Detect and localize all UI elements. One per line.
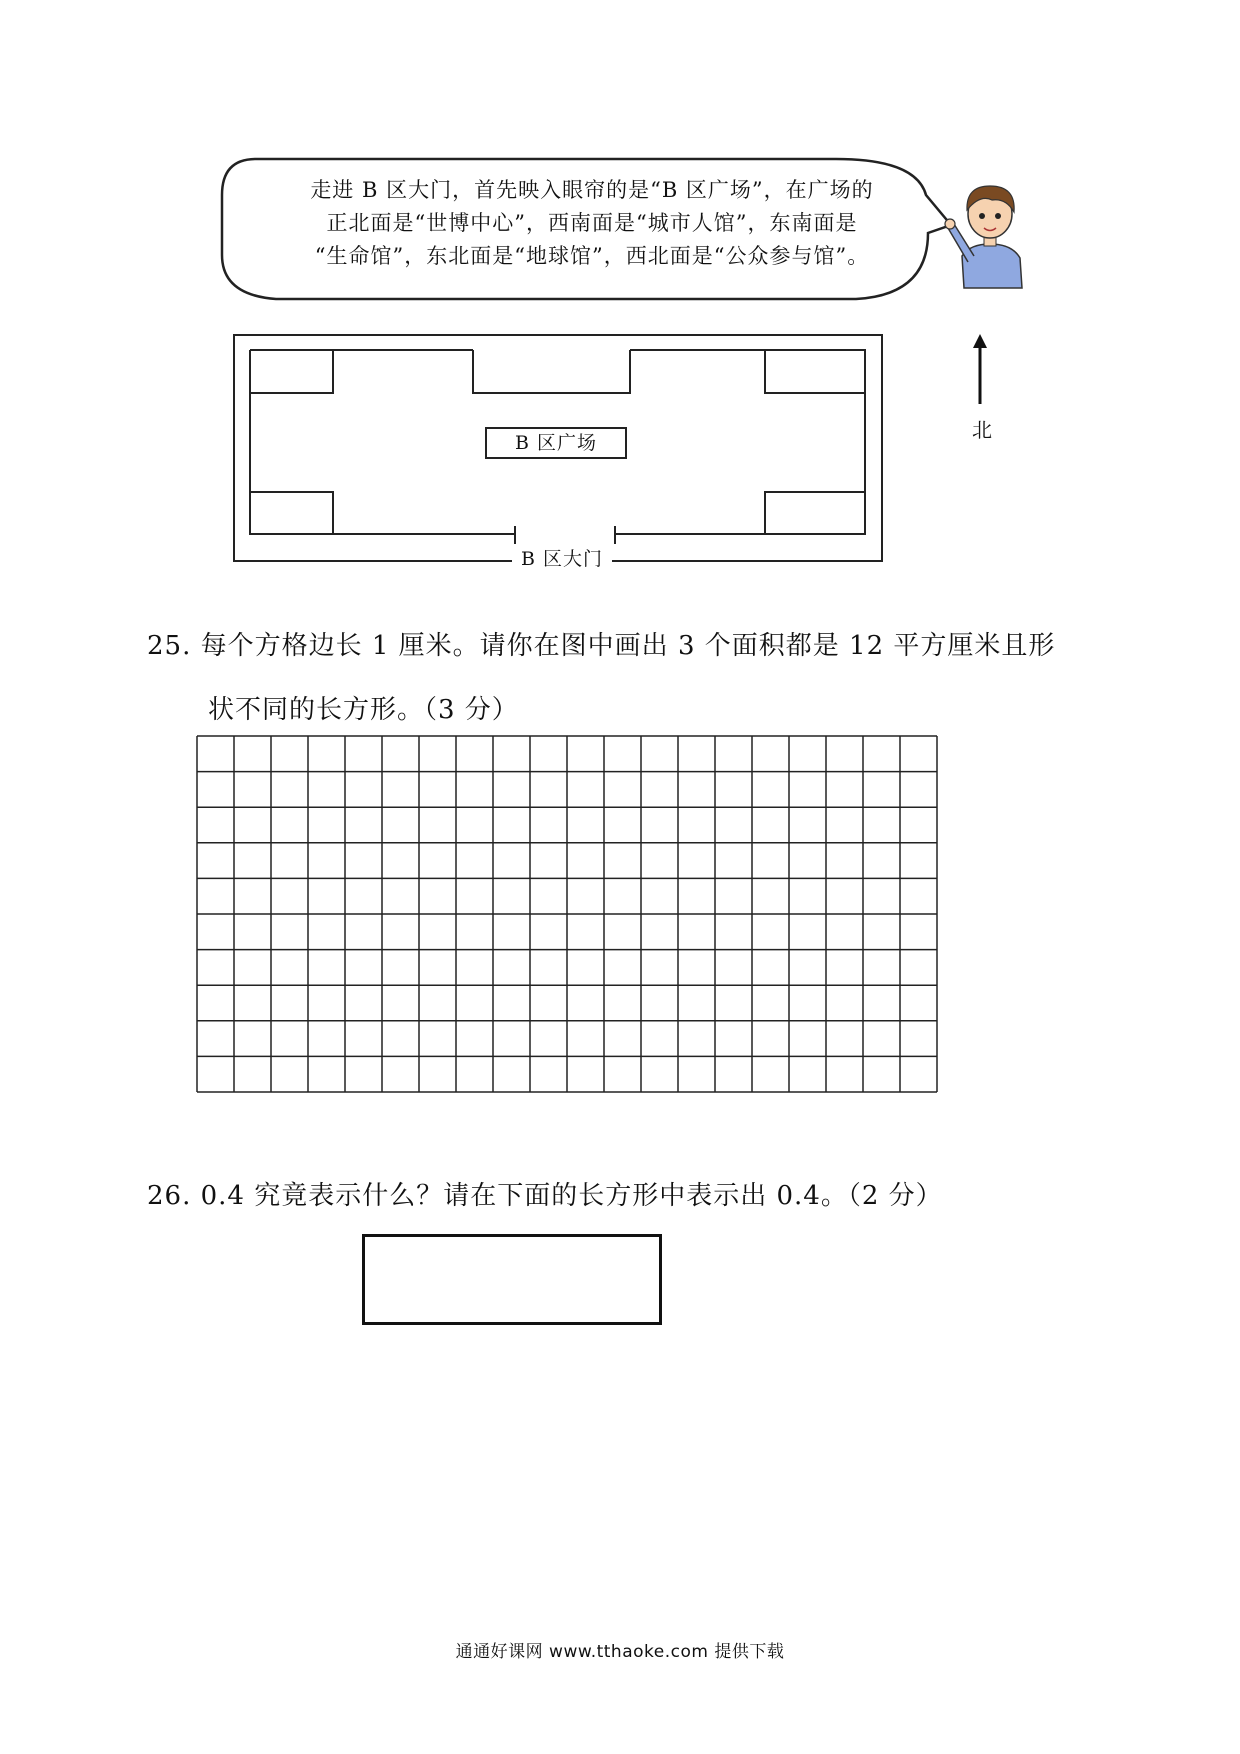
footer-text: 通通好课网 www.tthaoke.com 提供下载 — [455, 1642, 785, 1662]
speech-bubble-text — [262, 174, 922, 273]
bubble-line-2: 正北面是“世博中心”，西南面是“城市人馆”，东南面是 — [326, 211, 858, 235]
question-26-line-1: 26. 0.4 究竟表示什么？请在下面的长方形中表示出 0.4。（2 分） — [147, 1181, 943, 1211]
question-25-line-2: 状不同的长方形。（3 分） — [208, 695, 519, 725]
gate-label: B 区大门 — [512, 544, 612, 571]
boy-illustration — [940, 180, 1040, 290]
answer-rectangle[interactable] — [362, 1234, 662, 1325]
bubble-line-3: “生命馆”，东北面是“地球馆”，西北面是“公众参与馆”。 — [314, 244, 870, 268]
plaza-label-box: B 区广场 — [485, 427, 627, 459]
question-25-line-1: 25. 每个方格边长 1 厘米。请你在图中画出 3 个面积都是 12 平方厘米且形 — [147, 631, 1056, 661]
bubble-line-1: 走进 B 区大门，首先映入眼帘的是“B 区广场”，在广场的 — [310, 178, 874, 202]
north-label: 北 — [972, 418, 992, 442]
north-arrow-icon — [968, 334, 992, 404]
square-grid[interactable] — [196, 735, 942, 1095]
